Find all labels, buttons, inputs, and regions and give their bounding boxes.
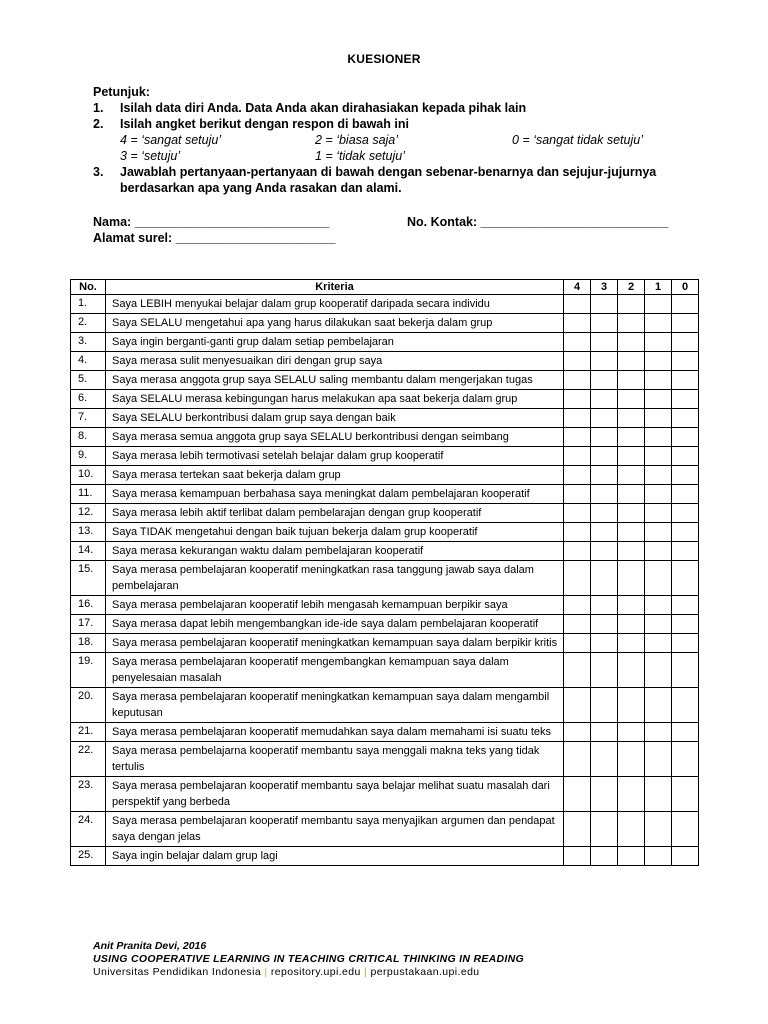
score-cell-3[interactable] — [591, 447, 618, 466]
table-row — [71, 777, 699, 812]
score-cell-0[interactable] — [672, 409, 699, 428]
score-cell-0[interactable] — [672, 333, 699, 352]
score-cell-1[interactable] — [645, 688, 672, 723]
score-cell-2[interactable] — [618, 485, 645, 504]
table-row — [71, 688, 699, 723]
instruction-number: 3. — [93, 165, 104, 179]
row-number: 23. — [71, 777, 106, 812]
row-criteria: Saya LEBIH menyukai belajar dalam grup kooperatif daripada secara individu — [106, 295, 564, 314]
score-cell-3[interactable] — [591, 634, 618, 653]
score-cell-1[interactable] — [645, 352, 672, 371]
table-row — [71, 653, 699, 688]
score-cell-4[interactable] — [564, 504, 591, 523]
page-title: KUESIONER — [347, 52, 421, 66]
score-cell-2[interactable] — [618, 466, 645, 485]
table-header-row — [71, 280, 699, 295]
row-criteria: Saya merasa pembelajaran kooperatif meningkatkan kemampuan saya dalam mengambil keputusan — [106, 688, 564, 723]
score-cell-1[interactable] — [645, 634, 672, 653]
table-row — [71, 447, 699, 466]
score-cell-3[interactable] — [591, 485, 618, 504]
row-criteria: Saya TIDAK mengetahui dengan baik tujuan bekerja dalam grup kooperatif — [106, 523, 564, 542]
footer-separator: | — [264, 966, 268, 978]
score-cell-3[interactable] — [591, 542, 618, 561]
row-criteria: Saya merasa pembelajaran kooperatif membantu saya menyajikan argumen dan pendapat saya dengan jelas — [106, 812, 564, 847]
score-cell-1[interactable] — [645, 428, 672, 447]
score-cell-3[interactable] — [591, 314, 618, 333]
row-criteria: Saya merasa lebih aktif terlibat dalam pembelarajan dengan grup kooperatif — [106, 504, 564, 523]
score-cell-4[interactable] — [564, 777, 591, 812]
row-criteria: Saya merasa pembelajaran kooperatif meningkatkan kemampuan saya dalam berpikir kritis — [106, 634, 564, 653]
score-cell-2[interactable] — [618, 653, 645, 688]
score-cell-3[interactable] — [591, 653, 618, 688]
table-row — [71, 723, 699, 742]
score-cell-1[interactable] — [645, 596, 672, 615]
score-cell-1[interactable] — [645, 615, 672, 634]
score-cell-2[interactable] — [618, 777, 645, 812]
header-score-2: 2 — [618, 280, 645, 295]
row-number: 2. — [71, 314, 106, 333]
table-row — [71, 615, 699, 634]
row-number: 11. — [71, 485, 106, 504]
header-score-1: 1 — [645, 280, 672, 295]
row-number: 5. — [71, 371, 106, 390]
score-cell-0[interactable] — [672, 371, 699, 390]
row-criteria: Saya SELALU merasa kebingungan harus melakukan apa saat bekerja dalam grup — [106, 390, 564, 409]
score-cell-4[interactable] — [564, 371, 591, 390]
row-criteria: Saya merasa kemampuan berbahasa saya meningkat dalam pembelajaran kooperatif — [106, 485, 564, 504]
row-criteria: Saya merasa pembelajaran kooperatif lebih mengasah kemampuan berpikir saya — [106, 596, 564, 615]
score-cell-3[interactable] — [591, 295, 618, 314]
row-number: 24. — [71, 812, 106, 847]
score-cell-2[interactable] — [618, 390, 645, 409]
row-criteria: Saya merasa lebih termotivasi setelah belajar dalam grup kooperatif — [106, 447, 564, 466]
table-row — [71, 295, 699, 314]
score-cell-3[interactable] — [591, 742, 618, 777]
score-cell-1[interactable] — [645, 314, 672, 333]
score-cell-0[interactable] — [672, 688, 699, 723]
table-row — [71, 523, 699, 542]
score-cell-0[interactable] — [672, 723, 699, 742]
score-cell-1[interactable] — [645, 542, 672, 561]
score-cell-4[interactable] — [564, 615, 591, 634]
score-cell-0[interactable] — [672, 742, 699, 777]
table-row — [71, 409, 699, 428]
row-criteria: Saya SELALU mengetahui apa yang harus dilakukan saat bekerja dalam grup — [106, 314, 564, 333]
score-cell-3[interactable] — [591, 390, 618, 409]
table-row — [71, 333, 699, 352]
score-cell-4[interactable] — [564, 596, 591, 615]
score-cell-4[interactable] — [564, 295, 591, 314]
row-number: 1. — [71, 295, 106, 314]
score-cell-1[interactable] — [645, 723, 672, 742]
score-cell-4[interactable] — [564, 390, 591, 409]
score-cell-1[interactable] — [645, 295, 672, 314]
email-field[interactable]: Alamat surel: _______________________ — [93, 231, 336, 245]
score-cell-3[interactable] — [591, 504, 618, 523]
instruction-text: Isilah angket berikut dengan respon di bawah ini — [120, 117, 409, 131]
score-cell-0[interactable] — [672, 523, 699, 542]
score-cell-4[interactable] — [564, 634, 591, 653]
row-number: 8. — [71, 428, 106, 447]
row-number: 10. — [71, 466, 106, 485]
scale-0: 0 = ‘sangat tidak setuju’ — [512, 133, 643, 147]
score-cell-0[interactable] — [672, 314, 699, 333]
instruction-item-2 — [93, 116, 693, 164]
form-row-1 — [93, 214, 693, 230]
row-number: 6. — [71, 390, 106, 409]
table-row — [71, 314, 699, 333]
score-cell-0[interactable] — [672, 428, 699, 447]
row-criteria: Saya SELALU berkontribusi dalam grup saya dengan baik — [106, 409, 564, 428]
footer-university: Universitas Pendidikan Indonesia — [93, 966, 262, 978]
row-number: 19. — [71, 653, 106, 688]
score-cell-1[interactable] — [645, 390, 672, 409]
name-field[interactable]: Nama: ____________________________ — [93, 215, 330, 229]
header-no: No. — [71, 280, 106, 295]
score-cell-4[interactable] — [564, 723, 591, 742]
row-criteria: Saya merasa anggota grup saya SELALU saling membantu dalam mengerjakan tugas — [106, 371, 564, 390]
score-cell-2[interactable] — [618, 723, 645, 742]
row-number: 13. — [71, 523, 106, 542]
score-cell-2[interactable] — [618, 504, 645, 523]
score-cell-3[interactable] — [591, 333, 618, 352]
row-criteria: Saya merasa tertekan saat bekerja dalam grup — [106, 466, 564, 485]
score-cell-4[interactable] — [564, 447, 591, 466]
score-cell-4[interactable] — [564, 314, 591, 333]
row-criteria: Saya merasa kekurangan waktu dalam pembelajaran kooperatif — [106, 542, 564, 561]
header-score-4: 4 — [564, 280, 591, 295]
score-cell-2[interactable] — [618, 742, 645, 777]
score-cell-4[interactable] — [564, 542, 591, 561]
score-cell-0[interactable] — [672, 812, 699, 847]
score-cell-1[interactable] — [645, 447, 672, 466]
score-cell-2[interactable] — [618, 634, 645, 653]
row-number: 14. — [71, 542, 106, 561]
instruction-number: 1. — [93, 101, 104, 115]
row-criteria: Saya merasa sulit menyesuaikan diri dengan grup saya — [106, 352, 564, 371]
score-cell-3[interactable] — [591, 615, 618, 634]
score-cell-3[interactable] — [591, 777, 618, 812]
score-cell-4[interactable] — [564, 561, 591, 596]
table-row — [71, 466, 699, 485]
score-cell-1[interactable] — [645, 561, 672, 596]
score-cell-0[interactable] — [672, 561, 699, 596]
scale-1: 1 = ‘tidak setuju’ — [315, 149, 405, 163]
table-row — [71, 812, 699, 847]
table-row — [71, 352, 699, 371]
score-cell-4[interactable] — [564, 812, 591, 847]
header-score-0: 0 — [672, 280, 699, 295]
row-number: 22. — [71, 742, 106, 777]
score-cell-1[interactable] — [645, 777, 672, 812]
row-criteria: Saya merasa semua anggota grup saya SELALU berkontribusi dengan seimbang — [106, 428, 564, 447]
table-row — [71, 847, 699, 866]
score-cell-3[interactable] — [591, 723, 618, 742]
form-row-2 — [93, 230, 693, 246]
score-cell-1[interactable] — [645, 523, 672, 542]
score-cell-2[interactable] — [618, 688, 645, 723]
row-number: 18. — [71, 634, 106, 653]
row-number: 17. — [71, 615, 106, 634]
score-cell-1[interactable] — [645, 371, 672, 390]
table-body — [71, 295, 699, 866]
score-cell-4[interactable] — [564, 485, 591, 504]
score-cell-4[interactable] — [564, 333, 591, 352]
table-row — [71, 504, 699, 523]
score-cell-4[interactable] — [564, 688, 591, 723]
score-cell-1[interactable] — [645, 466, 672, 485]
score-cell-2[interactable] — [618, 333, 645, 352]
score-cell-3[interactable] — [591, 561, 618, 596]
score-cell-0[interactable] — [672, 485, 699, 504]
instruction-number: 2. — [93, 117, 104, 131]
score-cell-3[interactable] — [591, 352, 618, 371]
score-cell-2[interactable] — [618, 447, 645, 466]
scale-3: 3 = ‘setuju’ — [120, 149, 181, 163]
score-cell-0[interactable] — [672, 615, 699, 634]
score-cell-2[interactable] — [618, 428, 645, 447]
contact-field[interactable]: No. Kontak: ___________________________ — [407, 215, 669, 229]
row-criteria: Saya merasa pembelajaran kooperatif memudahkan saya dalam memahami isi suatu teks — [106, 723, 564, 742]
row-criteria: Saya merasa dapat lebih mengembangkan ide-ide saya dalam pembelajaran kooperatif — [106, 615, 564, 634]
instruction-item-1 — [93, 100, 693, 116]
row-criteria: Saya merasa pembelajaran kooperatif membantu saya belajar melihat suatu masalah dari perspektif yang berbeda — [106, 777, 564, 812]
table-row — [71, 390, 699, 409]
score-cell-0[interactable] — [672, 447, 699, 466]
table-row — [71, 596, 699, 615]
row-number: 25. — [71, 847, 106, 866]
footer — [93, 940, 713, 979]
score-cell-2[interactable] — [618, 409, 645, 428]
score-cell-4[interactable] — [564, 523, 591, 542]
row-criteria: Saya ingin berganti-ganti grup dalam setiap pembelajaran — [106, 333, 564, 352]
score-cell-3[interactable] — [591, 847, 618, 866]
score-cell-3[interactable] — [591, 688, 618, 723]
footer-thesis-title: USING COOPERATIVE LEARNING IN TEACHING CRITICAL THINKING IN READING — [93, 953, 524, 965]
score-cell-0[interactable] — [672, 390, 699, 409]
score-cell-0[interactable] — [672, 466, 699, 485]
score-cell-0[interactable] — [672, 596, 699, 615]
score-cell-4[interactable] — [564, 742, 591, 777]
score-cell-0[interactable] — [672, 542, 699, 561]
row-number: 7. — [71, 409, 106, 428]
score-cell-0[interactable] — [672, 653, 699, 688]
score-cell-2[interactable] — [618, 615, 645, 634]
score-cell-0[interactable] — [672, 847, 699, 866]
score-cell-4[interactable] — [564, 847, 591, 866]
score-cell-3[interactable] — [591, 596, 618, 615]
footer-links — [93, 966, 713, 979]
table-row — [71, 742, 699, 777]
score-cell-2[interactable] — [618, 352, 645, 371]
header-kriteria: Kriteria — [106, 280, 564, 295]
footer-author: Anit Pranita Devi, 2016 — [93, 940, 207, 952]
table-row — [71, 542, 699, 561]
row-criteria: Saya merasa pembelajaran kooperatif mengembangkan kemampuan saya dalam penyelesaian masalah — [106, 653, 564, 688]
row-number: 9. — [71, 447, 106, 466]
score-cell-0[interactable] — [672, 777, 699, 812]
row-number: 15. — [71, 561, 106, 596]
score-cell-3[interactable] — [591, 371, 618, 390]
score-cell-3[interactable] — [591, 812, 618, 847]
score-cell-4[interactable] — [564, 428, 591, 447]
score-cell-2[interactable] — [618, 542, 645, 561]
table-row — [71, 634, 699, 653]
instruction-item-3 — [93, 164, 693, 196]
footer-separator: | — [364, 966, 368, 978]
score-cell-0[interactable] — [672, 504, 699, 523]
instructions-heading: Petunjuk: — [93, 85, 150, 99]
score-cell-2[interactable] — [618, 295, 645, 314]
score-cell-0[interactable] — [672, 352, 699, 371]
score-cell-3[interactable] — [591, 409, 618, 428]
score-cell-1[interactable] — [645, 485, 672, 504]
score-cell-4[interactable] — [564, 466, 591, 485]
score-cell-2[interactable] — [618, 314, 645, 333]
footer-repository-link[interactable]: repository.upi.edu — [270, 966, 361, 978]
score-cell-1[interactable] — [645, 504, 672, 523]
score-cell-1[interactable] — [645, 653, 672, 688]
table-row — [71, 371, 699, 390]
score-cell-4[interactable] — [564, 409, 591, 428]
row-criteria: Saya ingin belajar dalam grup lagi — [106, 847, 564, 866]
row-number: 3. — [71, 333, 106, 352]
score-cell-0[interactable] — [672, 295, 699, 314]
row-number: 21. — [71, 723, 106, 742]
score-cell-1[interactable] — [645, 333, 672, 352]
row-number: 20. — [71, 688, 106, 723]
score-cell-2[interactable] — [618, 847, 645, 866]
instructions — [93, 84, 693, 196]
table-row — [71, 428, 699, 447]
instruction-text-line-2: berdasarkan apa yang Anda rasakan dan alami. — [120, 181, 402, 195]
row-criteria: Saya merasa pembelajarna kooperatif membantu saya menggali makna teks yang tidak tertulis — [106, 742, 564, 777]
score-cell-1[interactable] — [645, 742, 672, 777]
scale-row-1 — [120, 132, 693, 148]
score-cell-2[interactable] — [618, 371, 645, 390]
row-criteria: Saya merasa pembelajaran kooperatif meningkatkan rasa tanggung jawab saya dalam pembelajaran — [106, 561, 564, 596]
scale-4: 4 = ‘sangat setuju’ — [120, 133, 222, 147]
table-row — [71, 561, 699, 596]
row-number: 12. — [71, 504, 106, 523]
row-number: 4. — [71, 352, 106, 371]
score-cell-2[interactable] — [618, 812, 645, 847]
score-cell-4[interactable] — [564, 653, 591, 688]
score-cell-3[interactable] — [591, 466, 618, 485]
score-cell-2[interactable] — [618, 523, 645, 542]
scale-2: 2 = ‘biasa saja’ — [315, 133, 399, 147]
score-cell-1[interactable] — [645, 847, 672, 866]
header-score-3: 3 — [591, 280, 618, 295]
instruction-text-line-1: Jawablah pertanyaan-pertanyaan di bawah dengan sebenar-benarnya dan sejujur-jujurnya — [120, 165, 657, 179]
table-row — [71, 485, 699, 504]
score-cell-2[interactable] — [618, 596, 645, 615]
instruction-text: Isilah data diri Anda. Data Anda akan dirahasiakan kepada pihak lain — [120, 101, 527, 115]
score-cell-1[interactable] — [645, 409, 672, 428]
score-cell-2[interactable] — [618, 561, 645, 596]
score-cell-0[interactable] — [672, 634, 699, 653]
footer-library-link[interactable]: perpustakaan.upi.edu — [370, 966, 480, 978]
questionnaire-table — [70, 279, 699, 866]
scale-row-2 — [120, 148, 693, 164]
score-cell-1[interactable] — [645, 812, 672, 847]
score-cell-4[interactable] — [564, 352, 591, 371]
row-number: 16. — [71, 596, 106, 615]
score-cell-3[interactable] — [591, 523, 618, 542]
score-cell-3[interactable] — [591, 428, 618, 447]
identity-form — [93, 214, 693, 246]
